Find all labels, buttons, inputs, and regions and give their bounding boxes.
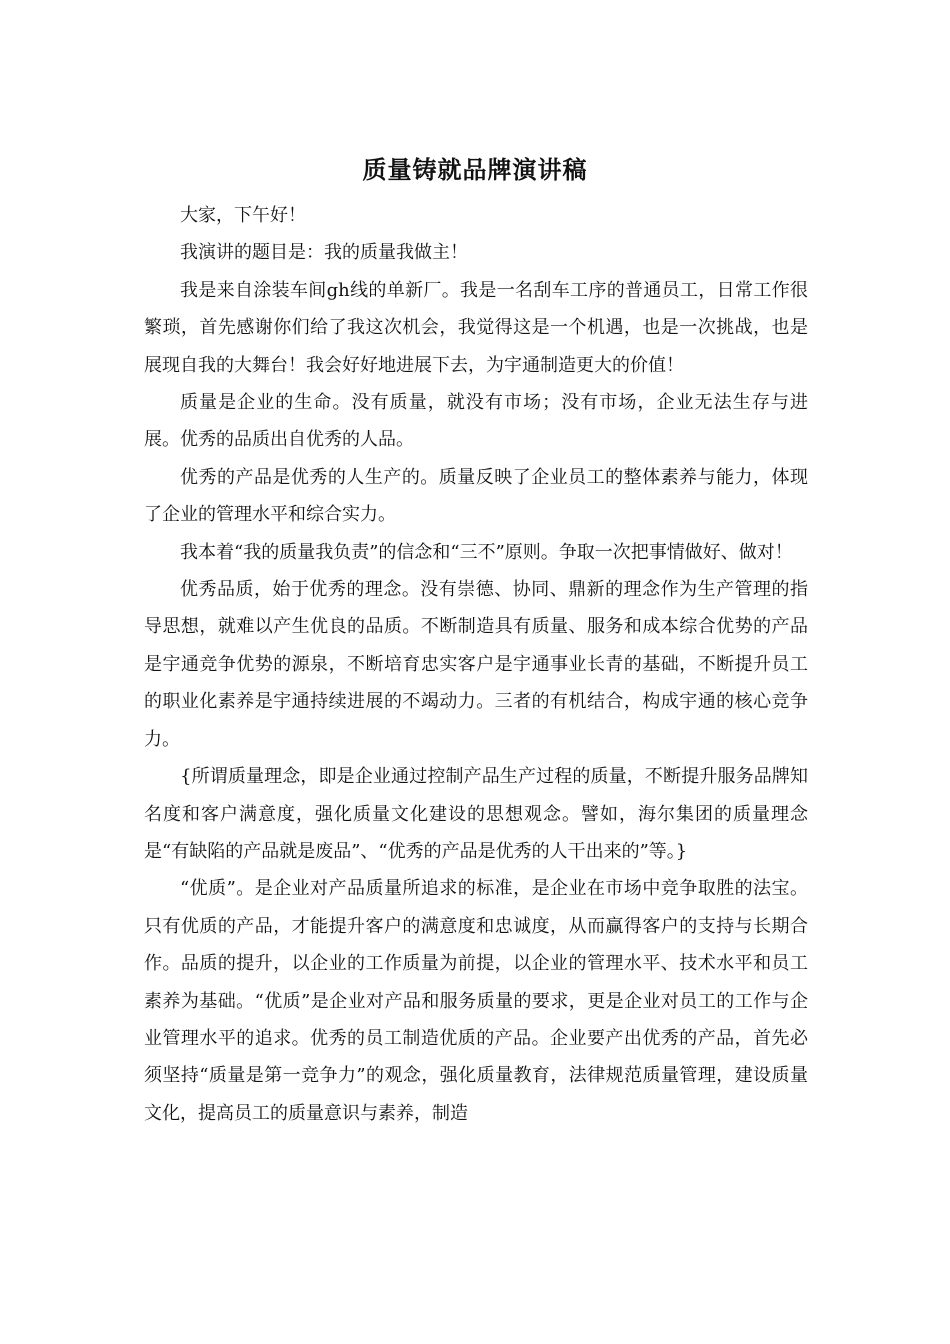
paragraph-greeting: 大家，下午好！ (180, 205, 306, 226)
document-body (144, 197, 808, 1132)
document-title: 质量铸就品牌演讲稿 (362, 155, 588, 184)
paragraph-quality-concept: {所谓质量理念，即是企业通过控制产品生产过程的质量，不断提升服务品牌知名度和客户满意度，强化质量文化建设的思想观念。譬如，海尔集团的质量理念是“有缺陷的产品就是废品”、“优秀的产品是优秀的人干出来的”等。} (144, 766, 808, 862)
paragraph-topic: 我演讲的题目是：我的质量我做主！ (180, 242, 468, 264)
paragraph-quality-life: 质量是企业的生命。没有质量，就没有市场；没有市场，企业无法生存与进展。优秀的品质出自优秀的人品。 (144, 392, 808, 451)
paragraph-excellent-quality: 优秀品质，始于优秀的理念。没有崇德、协同、鼎新的理念作为生产管理的指导思想，就难以产生优良的品质。不断制造具有质量、服务和成本综合优势的产品是宇通竞争优势的源泉，不断培育忠实客户是宇通事业长青的基础，不断提升员工的职业化素养是宇通持续进展的不竭动力。三者的有机结合，构成宇通的核心竞争力。 (144, 579, 808, 750)
paragraph-introduction: 我是来自涂装车间gh线的单新厂。我是一名刮车工序的普通员工，日常工作很繁琐，首先感谢你们给了我这次机会，我觉得这是一个机遇，也是一次挑战，也是展现自我的大舞台！我会好好地进展下去，为宇通制造更大的价值！ (144, 279, 808, 376)
paragraph-high-quality: “优质”。是企业对产品质量所追求的标准，是企业在市场中竞争取胜的法宝。只有优质的产品，才能提升客户的满意度和忠诚度，从而赢得客户的支持与长期合作。品质的提升，以企业的工作质量为前提，以企业的管理水平、技术水平和员工素养为基础。“优质”是企业对产品和服务质量的要求，更是企业对员工的工作与企业管理水平的追求。优秀的员工制造优质的产品。企业要产出优秀的产品，首先必须坚持“质量是第一竞争力”的观念，强化质量教育，法律规范质量管理，建设质量文化，提高员工的质量意识与素养，制造 (144, 878, 808, 1124)
paragraph-excellent-products: 优秀的产品是优秀的人生产的。质量反映了企业员工的整体素养与能力，体现了企业的管理水平和综合实力。 (144, 466, 808, 526)
paragraph-principle: 我本着“我的质量我负责”的信念和“三不”原则。争取一次把事情做好、做对！ (180, 541, 793, 563)
